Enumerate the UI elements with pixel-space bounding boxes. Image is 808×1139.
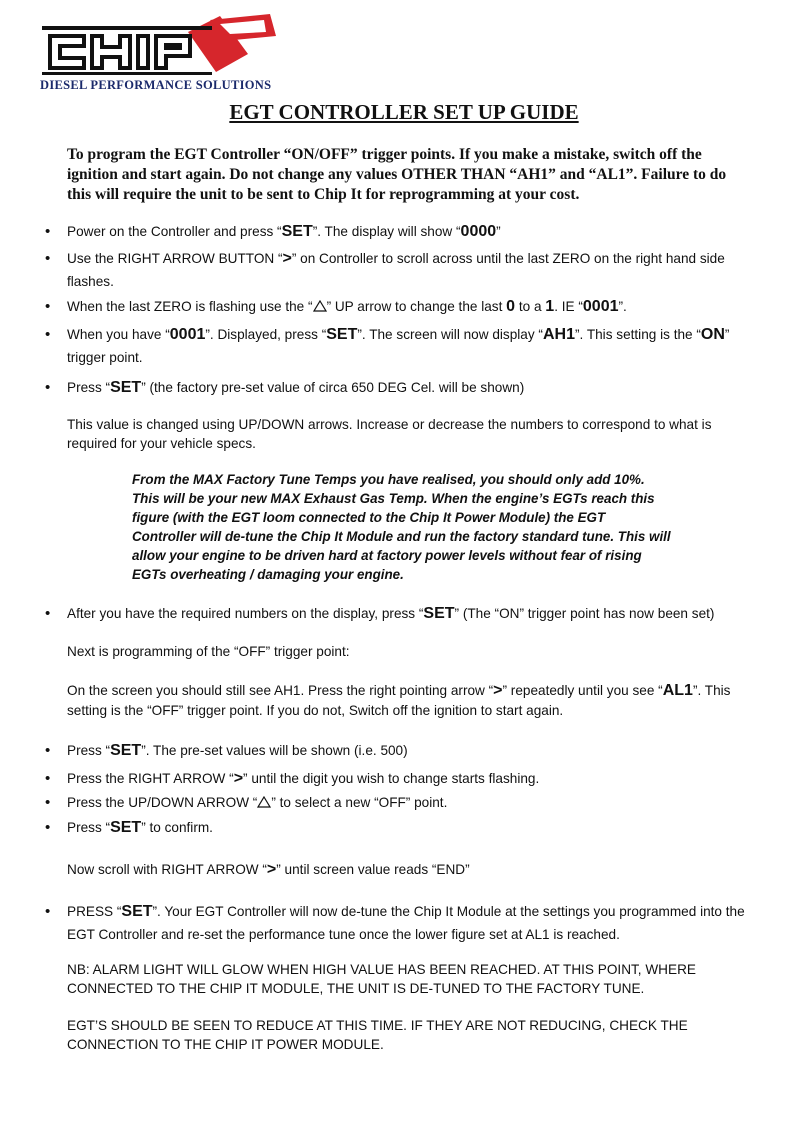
paragraph-up-down: This value is changed using UP/DOWN arrows. Increase or decrease the numbers to correspond to what is required for your vehicle specs. — [67, 417, 712, 451]
key-set: SET — [121, 903, 153, 920]
step-text: After you have the required numbers on the display, press “ — [67, 606, 424, 621]
step-text: PRESS “ — [67, 904, 122, 919]
step-text: ” to confirm. — [141, 820, 213, 835]
page-title: EGT CONTROLLER SET UP GUIDE — [229, 100, 579, 124]
step-text: ” (the factory pre-set value of circa 650 DEG Cel. will be shown) — [141, 380, 525, 395]
step-final-set — [67, 901, 757, 946]
paragraph-al1 — [67, 681, 757, 721]
step-confirm — [67, 817, 757, 840]
step-text: to a — [515, 299, 546, 314]
key-set: SET — [110, 379, 142, 396]
step-on-set — [67, 603, 757, 626]
intro-paragraph: To program the EGT Controller “ON/OFF” trigger points. If you make a mistake, switch off the ignition and start again. Do not change any values OTHER THAN “AH1” and “AL1”. Failure to do this will require the unit to be sent to Chip It for reprogramming at your cost. — [67, 146, 727, 203]
key-set: SET — [281, 223, 313, 240]
step-text: ”. Your EGT Controller will now de-tune the Chip It Module at the settings you programmed into the EGT Controller and re-set the performance tune once the lower figure set at AL1 is reached. — [67, 904, 745, 942]
step-text: ” on Controller to scroll across until the last ZERO on the right hand side flashes. — [67, 251, 725, 289]
digit-value: 1 — [545, 298, 555, 315]
paragraph-scroll-end — [67, 859, 757, 882]
key-set: SET — [326, 326, 358, 343]
step-text: Press “ — [67, 380, 111, 395]
right-arrow-key: > — [266, 861, 277, 878]
on-label: ON — [700, 326, 725, 343]
step-text: Press the UP/DOWN ARROW “ — [67, 795, 258, 810]
step-text: On the screen you should still see AH1. Press the right pointing arrow “ — [67, 683, 494, 698]
step-factory-preset — [67, 377, 757, 400]
display-value: 0001 — [169, 326, 206, 343]
step-text: ”. — [618, 299, 627, 314]
digit-value: 0 — [506, 298, 516, 315]
step-preset-values — [67, 740, 757, 763]
display-value: 0001 — [582, 298, 619, 315]
step-right-arrow-digit — [67, 768, 757, 791]
display-value: AL1 — [662, 682, 693, 699]
it-logo-mark — [188, 14, 276, 72]
step-text: ” — [496, 224, 501, 239]
right-arrow-key: > — [233, 770, 244, 787]
chip-letters — [50, 36, 190, 68]
step-text: ” trigger point. — [67, 327, 730, 365]
step-power-on — [67, 221, 757, 244]
step-text: ”. This setting is the “OFF” trigger point. If you do not, Switch off the ignition to start again. — [67, 683, 731, 718]
logo-tagline: DIESEL PERFORMANCE SOLUTIONS — [40, 78, 272, 92]
key-set: SET — [423, 605, 455, 622]
paragraph-alarm-note: NB: ALARM LIGHT WILL GLOW WHEN HIGH VALUE HAS BEEN REACHED. AT THIS POINT, WHERE CONNECTED TO THE CHIP IT MODULE, THE UNIT IS DE-TUNED TO THE FACTORY TUNE. — [67, 962, 696, 996]
paragraph-off-intro: Next is programming of the “OFF” trigger point: — [67, 644, 350, 659]
step-text: ” until the digit you wish to change starts flashing. — [243, 771, 540, 786]
step-text: ” (The “ON” trigger point has now been set) — [454, 606, 715, 621]
step-text: Press “ — [67, 820, 111, 835]
step-text: Now scroll with RIGHT ARROW “ — [67, 862, 267, 877]
step-text: Use the RIGHT ARROW BUTTON “ — [67, 251, 283, 266]
step-text: ” to select a new “OFF” point. — [271, 795, 448, 810]
display-value: AH1 — [542, 326, 575, 343]
step-right-arrow — [67, 248, 757, 293]
step-text: When the last ZERO is flashing use the “ — [67, 299, 313, 314]
display-value: 0000 — [460, 223, 497, 240]
step-up-down-arrow — [67, 792, 757, 815]
step-ah1 — [67, 324, 757, 369]
step-text: Press the RIGHT ARROW “ — [67, 771, 234, 786]
key-set: SET — [110, 742, 142, 759]
step-text: ”. The display will show “ — [312, 224, 461, 239]
step-text: ”. Displayed, press “ — [205, 327, 327, 342]
step-text: ”. This setting is the “ — [574, 327, 701, 342]
step-text: ” until screen value reads “END” — [276, 862, 470, 877]
step-up-arrow — [67, 296, 757, 319]
step-text: When you have “ — [67, 327, 170, 342]
right-arrow-key: > — [282, 250, 292, 267]
up-triangle-icon — [257, 796, 271, 808]
right-arrow-key: > — [493, 682, 503, 699]
step-text: ”. The pre-set values will be shown (i.e. 500) — [141, 743, 408, 758]
step-text: ” repeatedly until you see “ — [502, 683, 663, 698]
key-set: SET — [110, 819, 142, 836]
italic-note: From the MAX Factory Tune Temps you have realised, you should only add 10%. This will be your new MAX Exhaust Gas Temp. When the engine’s EGTs reach this figure (with the EGT loom connected to the Chip It Power Module) the EGT Controller will de-tune the Chip It Module and run the factory standard tune. This will allow your engine to be driven hard at factory power levels without fear of rising EGTs overheating / damaging your engine. — [132, 472, 671, 582]
paragraph-egt-reduce: EGT’S SHOULD BE SEEN TO REDUCE AT THIS TIME. IF THEY ARE NOT REDUCING, CHECK THE CONNECTION TO THE CHIP IT POWER MODULE. — [67, 1018, 688, 1052]
step-text: Power on the Controller and press “ — [67, 224, 282, 239]
step-text: ” UP arrow to change the last — [326, 299, 507, 314]
step-text: Press “ — [67, 743, 111, 758]
step-text: . IE “ — [554, 299, 583, 314]
step-text: ”. The screen will now display “ — [357, 327, 543, 342]
up-triangle-icon — [313, 300, 327, 312]
